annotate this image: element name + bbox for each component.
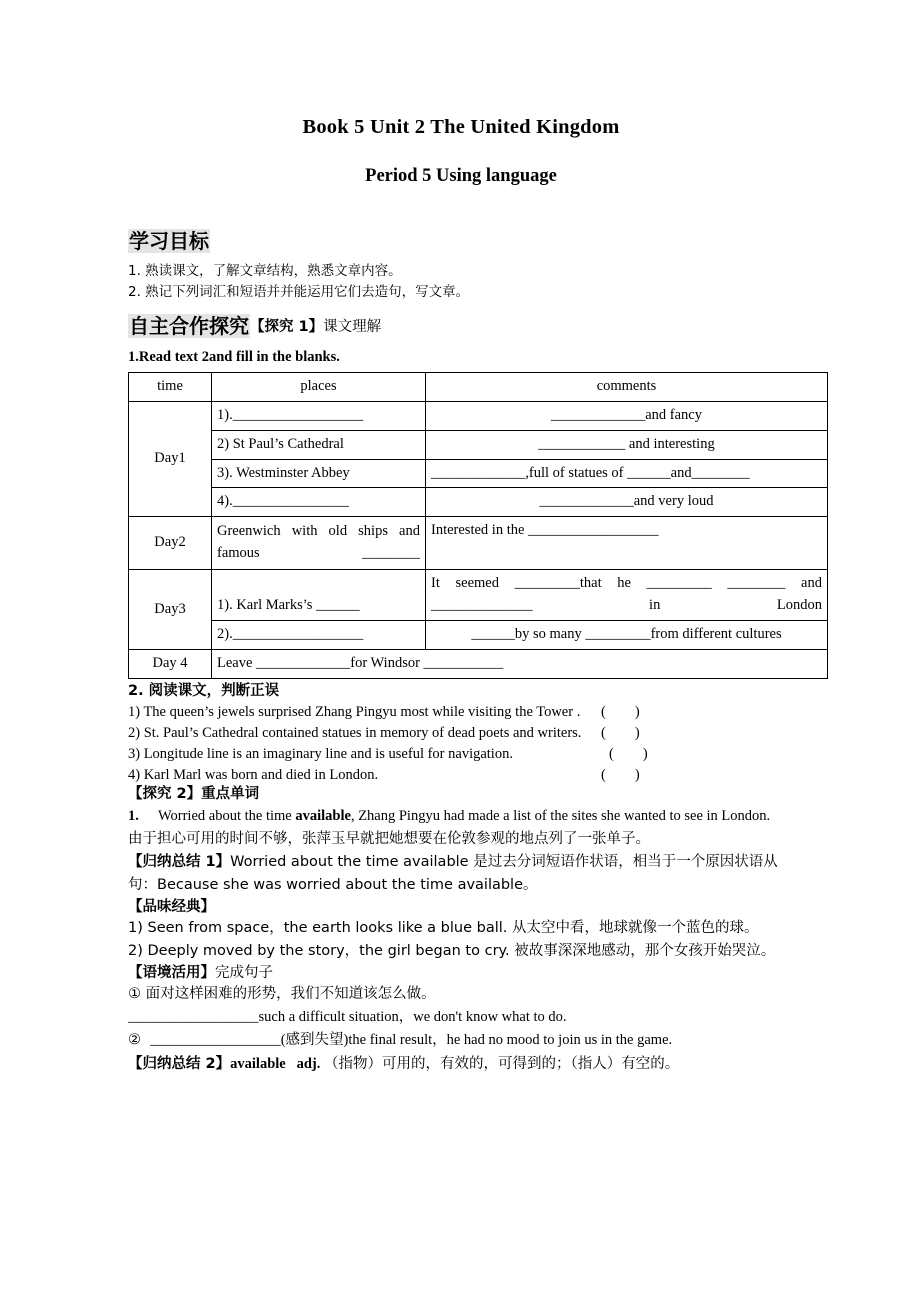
table-header-comments: comments — [426, 373, 828, 402]
usage-item-2 — [128, 1029, 794, 1052]
table-cell-comment: ____________ and interesting — [426, 430, 828, 459]
keyword-example — [128, 805, 794, 828]
usage-tag-suffix: 完成句子 — [215, 964, 273, 981]
classic-item-2-text: 2) Deeply moved by the story，the girl began to cry. 被故事深深地感动，那个女孩开始哭泣。 — [128, 943, 776, 960]
explore-heading — [128, 313, 794, 340]
keywords-tag-suffix: 重点单词 — [201, 786, 260, 803]
table-cell-comment: Interested in the __________________ — [426, 517, 828, 570]
table-cell-comment: _____________,full of statues of ______and________ — [426, 459, 828, 488]
table-cell-time: Day3 — [129, 570, 212, 650]
table-cell-comment: ______by so many _________from different cultures — [426, 621, 828, 650]
table-row — [129, 621, 828, 650]
classic-item-1 — [128, 917, 794, 940]
summary-2-tag: 【归纳总结 2】 — [128, 1055, 231, 1072]
keyword-sentence-post: , Zhang Pingyu had made a list of the sites she wanted to see in London. — [350, 807, 771, 824]
truefalse-item — [128, 764, 794, 785]
summary-2-definition: （指物）可用的，有效的，可得到的；（指人）有空的。 — [324, 1055, 680, 1072]
keywords-heading — [128, 785, 794, 805]
classic-item-1-text: 1) Seen from space，the earth looks like a blue ball. 从太空中看，地球就像一个蓝色的球。 — [128, 920, 759, 937]
table-cell-place: 1). Karl Marks’s ______ — [212, 570, 426, 621]
table-cell-comment: _____________and very loud — [426, 488, 828, 517]
table-cell-place: 3). Westminster Abbey — [212, 459, 426, 488]
table-cell-time: Day 4 — [129, 649, 212, 678]
table-cell-place: 4).________________ — [212, 488, 426, 517]
table-row — [129, 517, 828, 570]
table-cell-merged: Leave _____________for Windsor ___________ — [212, 649, 828, 678]
truefalse-heading — [128, 682, 794, 702]
table-header-time: time — [129, 373, 212, 402]
truefalse-item — [128, 743, 794, 764]
summary-1-text: Worried about the time available 是过去分词短语作状语，相当于一个原因状语从句：Because she was worried about the time available。 — [128, 854, 778, 894]
truefalse-item-answer[interactable]: ( ) — [609, 746, 648, 763]
page-title: Book 5 Unit 2 The United Kingdom — [302, 116, 620, 138]
task-label: 1.Read text 2and fill in the blanks. — [128, 349, 340, 366]
table-row — [129, 430, 828, 459]
usage-heading — [128, 964, 794, 984]
usage-item-1-cn — [128, 983, 794, 1006]
truefalse-item-answer[interactable]: ( ) — [601, 767, 640, 784]
keyword-example-text — [158, 805, 794, 828]
table-row — [129, 402, 828, 431]
keyword-translation: 由于担心可用的时间不够，张萍玉早就把她想要在伦敦参观的地点列了一张单子。 — [128, 831, 650, 848]
explore-tag-suffix: 课文理解 — [323, 319, 382, 336]
usage-tag: 【语境活用】 — [128, 964, 215, 981]
table-cell-place: 1).__________________ — [212, 402, 426, 431]
truefalse-item-answer[interactable]: ( ) — [601, 725, 640, 742]
table-header-places: places — [212, 373, 426, 402]
table-cell-place: Greenwich with old ships and famous ________ — [212, 517, 426, 570]
objectives-heading — [128, 228, 794, 255]
explore-tag: 【探究 1】 — [250, 319, 324, 336]
spacer — [128, 190, 794, 228]
classic-heading — [128, 898, 794, 918]
truefalse-item-text: 1) The queen’s jewels surprised Zhang Pingyu most while visiting the Tower . — [128, 704, 581, 721]
truefalse-item — [128, 722, 794, 743]
summary-2-pos: adj. — [296, 1055, 321, 1072]
keyword-sentence-pre: Worried about the time — [158, 807, 296, 824]
usage-item-1-cn-text: 面对这样困难的形势，我们不知道该怎么做。 — [145, 986, 436, 1003]
keywords-tag: 【探究 2】 — [128, 786, 202, 803]
page-subtitle: Period 5 Using language — [365, 165, 557, 186]
objective-item-1: 1. 熟读课文，了解文章结构，熟悉文章内容。 — [128, 263, 402, 280]
truefalse-item-answer[interactable]: ( ) — [601, 704, 640, 721]
explore-heading-label: 自主合作探究 — [129, 314, 249, 339]
classic-tag: 【品味经典】 — [128, 898, 215, 915]
table-cell-comment: It seemed _________that he _________ ________ and ______________ in London — [426, 570, 828, 621]
usage-item-1-en[interactable]: __________________such a difficult situation，we don't know what to do. — [128, 1009, 567, 1026]
document-content — [128, 112, 822, 1076]
spacer — [128, 303, 794, 313]
table-cell-comment: _____________and fancy — [426, 402, 828, 431]
objective-item-2: 2. 熟记下列词汇和短语并并能运用它们去造句，写文章。 — [128, 284, 470, 301]
summary-1 — [128, 851, 794, 897]
summary-2 — [128, 1053, 794, 1076]
keyword-example-number: 1. — [128, 807, 139, 824]
truefalse-heading-label: 阅读课文，判断正误 — [148, 682, 280, 699]
reading-table — [128, 372, 828, 678]
table-header-row — [129, 373, 828, 402]
usage-item-2-en[interactable]: __________________(感到失望)the final result，he had no mood to join us in the game. — [150, 1032, 673, 1049]
usage-item-1-marker: ① — [128, 986, 141, 1003]
objectives-heading-label: 学习目标 — [129, 229, 209, 254]
table-row — [129, 459, 828, 488]
summary-1-tag: 【归纳总结 1】 — [128, 854, 231, 871]
truefalse-heading-num: 2. — [128, 682, 144, 699]
table-row — [129, 488, 828, 517]
table-cell-time: Day1 — [129, 402, 212, 517]
table-cell-place: 2) St Paul’s Cathedral — [212, 430, 426, 459]
truefalse-item-text: 2) St. Paul’s Cathedral contained statues in memory of dead poets and writers. — [128, 725, 582, 742]
keyword-word-bold: available — [295, 807, 351, 824]
classic-item-2 — [128, 940, 794, 963]
truefalse-item-text: 3) Longitude line is an imaginary line and is useful for navigation. — [128, 746, 513, 763]
truefalse-item-text: 4) Karl Marl was born and died in London. — [128, 767, 379, 784]
usage-item-2-marker: ② — [128, 1032, 141, 1049]
table-cell-place: 2).__________________ — [212, 621, 426, 650]
summary-2-word: available — [230, 1055, 286, 1072]
table-cell-time: Day2 — [129, 517, 212, 570]
truefalse-item — [128, 701, 794, 722]
table-row — [129, 649, 828, 678]
table-row — [129, 570, 828, 621]
